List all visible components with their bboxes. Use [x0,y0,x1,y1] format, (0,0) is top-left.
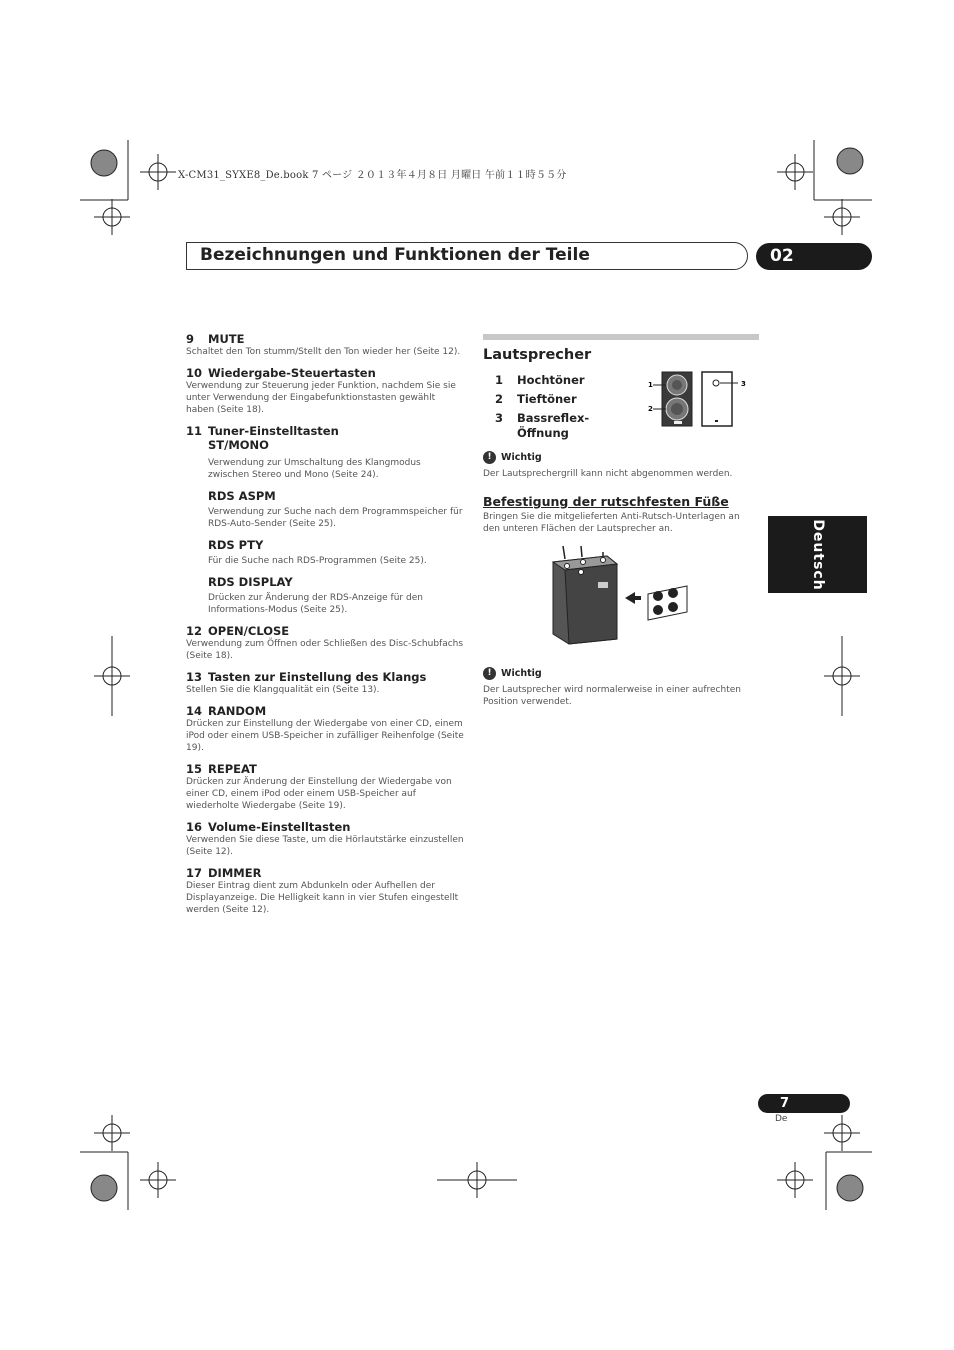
item-description: Verwendung zur Umschaltung des Klangmodus zwischen Stereo und Mono (Seite 24). [208,458,421,480]
item-description: Verwendung zur Suche nach dem Programmspeicher für RDS-Auto-Sender (Seite 25). [208,507,463,529]
item-label: REPEAT [208,762,257,776]
item-sublabel: RDS ASPM [208,489,276,503]
important-label: Wichtig [501,452,542,463]
speaker-diagram [646,368,756,432]
page-language: De [775,1114,788,1124]
item-description: Verwendung zum Öffnen oder Schließen des Disc-Schubfachs (Seite 18). [186,639,464,661]
item-description: Drücken zur Änderung der RDS-Anzeige für den Informations-Modus (Seite 25). [208,593,423,615]
item-number: 9 [186,332,195,346]
item-number: 1 [495,373,504,387]
list-item [186,704,464,754]
important-text: Der Lautsprechergrill kann nicht abgenommen werden. [483,469,733,479]
section-divider [483,334,759,340]
item-description: Für die Suche nach RDS-Programmen (Seite 25). [208,556,427,566]
diagram-label: 2 [648,405,653,413]
left-column [186,332,464,924]
item-number: 3 [495,411,504,425]
item-label: Hochtöner [517,373,585,387]
diagram-label: 1 [648,381,653,389]
feet-text: Bringen Sie die mitgelieferten Anti-Rutsch-Unterlagen an den unteren Flächen der Lautsprecher an. [483,512,740,534]
item-label: Bassreflex-Öffnung [517,411,590,440]
item-label: OPEN/CLOSE [208,624,290,638]
item-sublabel: RDS DISPLAY [208,575,293,589]
item-description: Dieser Eintrag dient zum Abdunkeln oder Aufhellen der Displayanzeige. Die Helligkeit kann in vier Stufen eingestellt werden (Seite 12). [186,881,459,915]
warning-icon: ! [483,667,496,680]
item-label: Volume-Einstelltasten [208,820,351,834]
list-item [186,332,464,358]
item-description: Drücken zur Einstellung der Wiedergabe von einer CD, einem iPod oder einem USB-Speicher in zufälliger Reihenfolge (Seite 19). [186,719,464,753]
list-item [186,424,464,616]
item-description: Drücken zur Änderung der Einstellung der Wiedergabe von einer CD, einem iPod oder einem USB-Speicher auf wiederholte Wiedergabe (Seite 19). [186,777,452,811]
item-label: MUTE [208,332,245,346]
item-label: Tasten zur Einstellung des Klangs [208,670,427,684]
diagram-label: 3 [741,380,746,388]
item-label: Tuner-Einstelltasten [208,424,339,438]
item-description: Schaltet den Ton stumm/Stellt den Ton wieder her (Seite 12). [186,347,461,357]
warning-icon: ! [483,451,496,464]
language-tab [768,516,867,593]
language-tab-label: Deutsch [809,518,826,591]
item-number: 12 [186,624,203,638]
item-number: 14 [186,704,203,718]
item-number: 11 [186,424,203,438]
item-number: 17 [186,866,203,880]
item-sublabel: RDS PTY [208,538,264,552]
item-number: 13 [186,670,203,684]
speaker-heading: Lautsprecher [483,347,592,363]
list-item [186,670,464,696]
important-label: Wichtig [501,668,542,679]
chapter-number: 02 [756,243,872,270]
print-slug-header: X-CM31_SYXE8_De.book 7 ページ ２０１３年４月８日 月曜日 午前１１時５５分 [178,170,567,181]
item-number: 10 [186,366,203,380]
list-item [186,366,464,416]
list-item [186,866,464,916]
item-description: Stellen Sie die Klangqualität ein (Seite 13). [186,685,380,695]
item-description: Verwendung zur Steuerung jeder Funktion, nachdem Sie sie unter Verwendung der Eingabefunktionstasten gewählt haben (Seite 18). [186,381,456,415]
page-title: Bezeichnungen und Funktionen der Teile [200,245,590,265]
item-number: 2 [495,392,504,406]
feet-heading: Befestigung der rutschfesten Füße [483,494,729,509]
list-item [186,624,464,662]
item-number: 16 [186,820,203,834]
important-text: Der Lautsprecher wird normalerweise in einer aufrechten Position verwendet. [483,685,741,707]
important-note [483,667,759,680]
list-item [186,762,464,812]
item-label: Wiedergabe-Steuertasten [208,366,376,380]
item-label: Tieftöner [517,392,577,406]
page-number: 7 [758,1094,850,1113]
important-note [483,451,759,464]
item-sublabel: ST/MONO [208,438,269,452]
item-number: 15 [186,762,203,776]
list-item [186,820,464,858]
item-label: RANDOM [208,704,267,718]
item-label: DIMMER [208,866,262,880]
item-description: Verwenden Sie diese Taste, um die Hörlautstärke einzustellen (Seite 12). [186,835,464,857]
feet-illustration [545,544,695,654]
